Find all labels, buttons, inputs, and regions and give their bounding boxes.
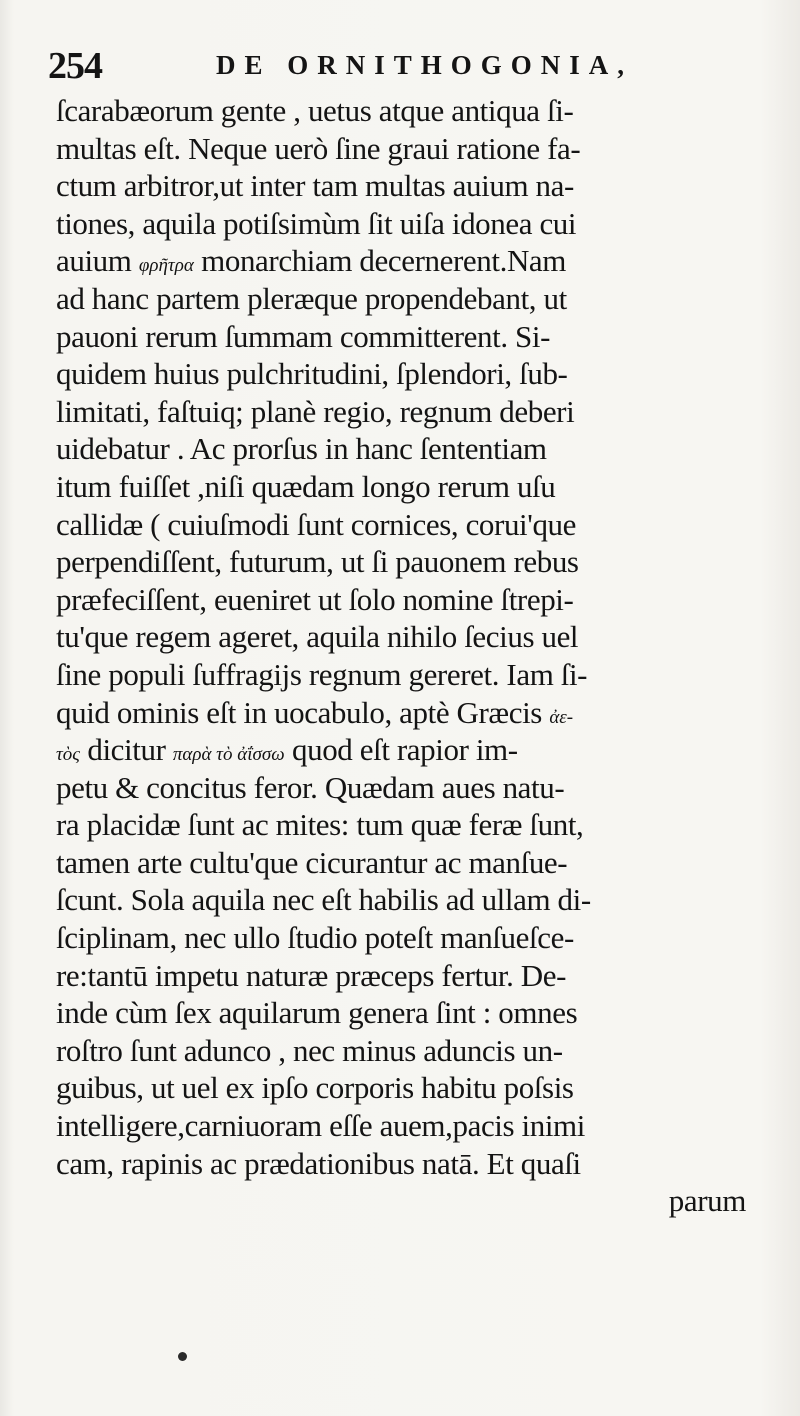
ink-blot bbox=[178, 1352, 187, 1361]
text-line: inde cùm ſex aquilarum genera ſint : omnes bbox=[56, 995, 578, 1031]
text-line: intelligere,carniuoram eſſe auem,pacis inimi bbox=[56, 1108, 585, 1144]
text-line: petu & concitus feror. Quædam aues natu- bbox=[56, 769, 565, 805]
text-line: itum fuiſſet ,niſi quædam longo rerum uſu bbox=[56, 468, 556, 504]
text-line: uidebatur . Ac prorſus in hanc ſententiam bbox=[56, 431, 547, 467]
text-segment: monarchiam decernerent.Nam bbox=[193, 243, 567, 279]
text-line: ſcunt. Sola aquila nec eſt habilis ad ullam di- bbox=[56, 882, 591, 918]
greek-word: ἀε- bbox=[549, 706, 574, 728]
text-line: pauoni rerum ſummam committerent. Si- bbox=[56, 318, 551, 354]
text-segment: quid ominis eſt in uocabulo, aptè Græcis bbox=[56, 694, 550, 730]
text-line: ctum arbitror,ut inter tam multas auium na- bbox=[56, 168, 574, 204]
text-line: re:tantū impetu naturæ præceps fertur. De- bbox=[56, 957, 567, 993]
text-line: cam, rapinis ac prædationibus natā. Et quaſi bbox=[56, 1145, 581, 1181]
text-segment: auium bbox=[56, 243, 139, 279]
text-line: præfeciſſent, eueniret ut ſolo nomine ſtrepi- bbox=[56, 581, 574, 617]
text-line: ra placidæ ſunt ac mites: tum quæ feræ ſunt, bbox=[56, 807, 584, 843]
text-line: ſciplinam, nec ullo ſtudio poteſt manſueſce- bbox=[56, 920, 574, 956]
text-line bbox=[56, 242, 746, 280]
text-line bbox=[56, 731, 746, 769]
text-line: ſcarabæorum gente , uetus atque antiqua ſi- bbox=[56, 93, 574, 128]
running-head bbox=[48, 40, 748, 90]
text-block bbox=[56, 92, 746, 1220]
running-title: DE ORNITHOGONIA, bbox=[216, 50, 634, 80]
text-line: limitati, faſtuiq; planè regio, regnum deberi bbox=[56, 393, 575, 429]
text-segment: quod eſt rapior im- bbox=[284, 732, 518, 768]
text-line: ad hanc partem pleræque propendebant, ut bbox=[56, 280, 567, 316]
text-line: ſine populi ſuffragijs regnum gereret. Iam ſi- bbox=[56, 656, 588, 692]
page-number: 254 bbox=[48, 45, 102, 87]
text-line: guibus, ut uel ex ipſo corporis habitu poſsis bbox=[56, 1070, 574, 1106]
text-line: tiones, aquila potiſsimùm ſit uiſa idonea cui bbox=[56, 205, 577, 241]
text-line: multas eſt. Neque uerò ſine graui ratione fa- bbox=[56, 130, 581, 166]
text-segment: dicitur bbox=[80, 732, 173, 768]
text-line bbox=[56, 694, 746, 732]
greek-word: τὸς bbox=[56, 744, 81, 766]
text-line: roſtro ſunt adunco , nec minus aduncis un- bbox=[56, 1032, 563, 1068]
greek-phrase: παρὰ τὸ ἀΐσσω bbox=[172, 744, 285, 766]
catchword: parum bbox=[668, 1183, 746, 1219]
text-line: perpendiſſent, futurum, ut ſi pauonem rebus bbox=[56, 544, 579, 580]
text-line: tamen arte cultu'que cicurantur ac manſue- bbox=[56, 844, 568, 880]
text-line: quidem huius pulchritudini, ſplendori, ſub- bbox=[56, 356, 568, 392]
greek-word: φρῆτρα bbox=[138, 255, 194, 277]
text-line: tu'que regem ageret, aquila nihilo ſecius uel bbox=[56, 619, 579, 655]
text-line: callidæ ( cuiuſmodi ſunt cornices, corui'que bbox=[56, 506, 577, 542]
